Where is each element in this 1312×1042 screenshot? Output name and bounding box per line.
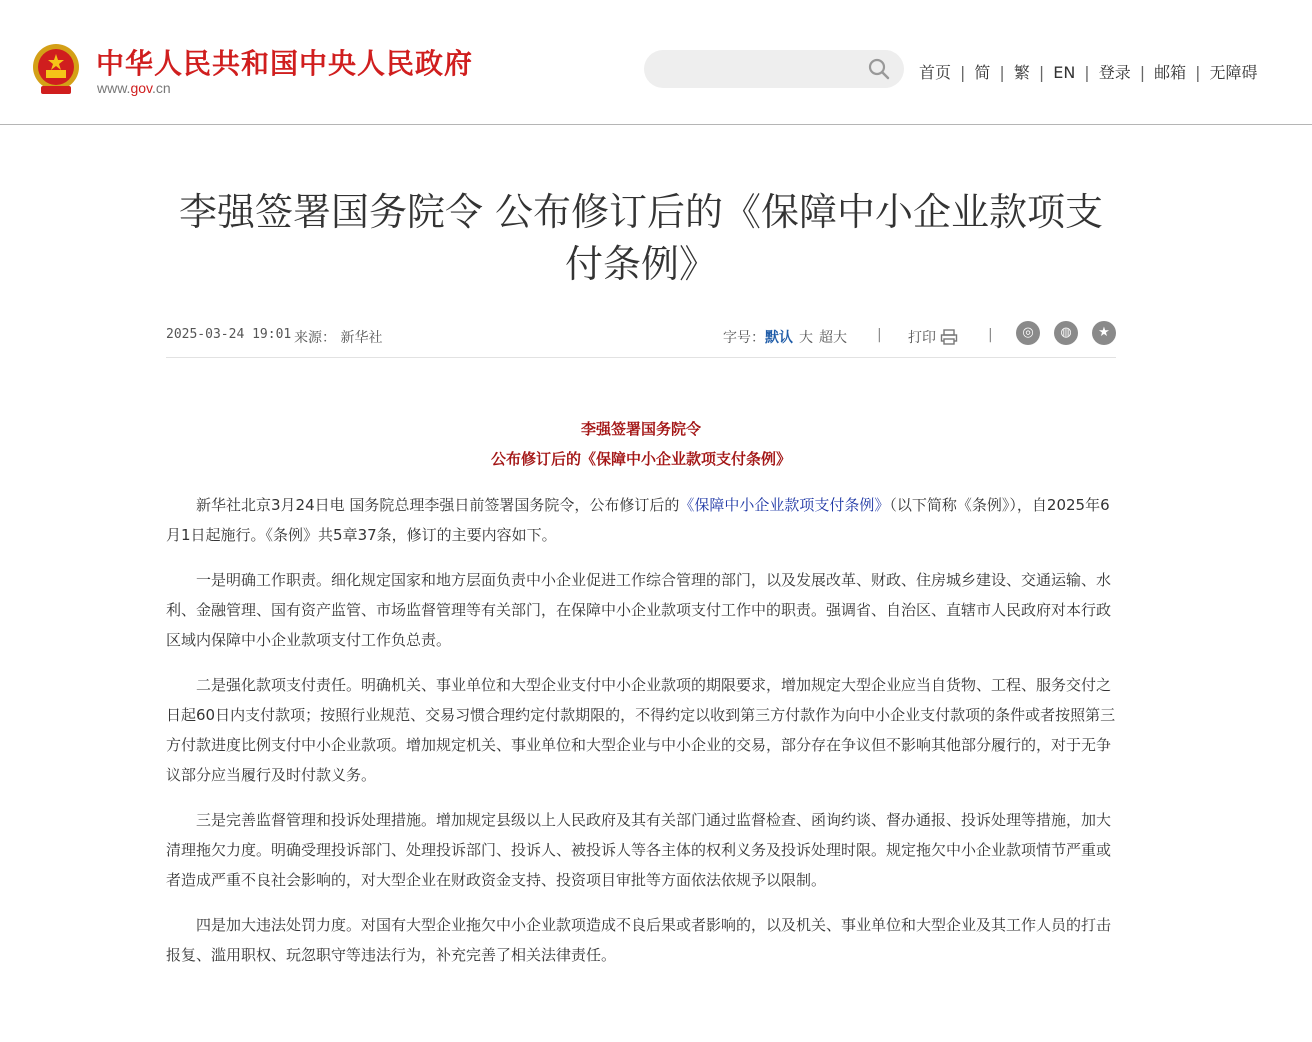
source-name: 新华社 — [340, 330, 383, 346]
meta-separator: | — [988, 327, 993, 343]
paragraph-4: 三是完善监督管理和投诉处理措施。增加规定县级以上人民政府及其有关部门通过监督检查、函询约谈、督办通报、投诉处理等措施，加大清理拖欠力度。明确受理投诉部门、处理投诉部门、投诉人、被投诉人等各主体的权利义务及投诉处理时限。规定拖欠中小企业款项情节严重或者造成严重不良社会影响的，对大型企业在财政资金支持、投资项目审批等方面依法依规予以限制。 — [166, 811, 1112, 889]
site-url-suffix: .cn — [152, 80, 171, 96]
nav-mail[interactable]: 邮箱 — [1154, 63, 1187, 82]
site-url-prefix: www. — [97, 80, 131, 96]
paragraph-1-before: 新华社北京3月24日电 国务院总理李强日前签署国务院令，公布修订后的 — [196, 496, 680, 514]
national-emblem-icon[interactable] — [31, 42, 81, 98]
paragraph-5: 四是加大违法处罚力度。对国有大型企业拖欠中小企业款项造成不良后果或者影响的，以及机关、事业单位和大型企业及其工作人员的打击报复、滥用职权、玩忽职守等违法行为，补充完善了相关法律责任。 — [166, 916, 1112, 964]
regulation-link[interactable]: 《保障中小企业款项支付条例》 — [679, 496, 890, 514]
printer-icon — [940, 328, 958, 346]
font-size-large[interactable]: 大 — [799, 330, 813, 346]
article-title: 李强签署国务院令 公布修订后的《保障中小企业款项支付条例》 — [178, 190, 1104, 286]
site-url[interactable] — [97, 80, 171, 96]
paragraph-1 — [166, 490, 1116, 550]
nav-separator: | — [1084, 63, 1090, 82]
site-name[interactable]: 中华人民共和国中央人民政府 — [96, 47, 474, 80]
nav-separator: | — [960, 63, 966, 82]
article-meta — [166, 318, 1116, 358]
site-header — [0, 0, 1312, 125]
paragraph-2: 一是明确工作职责。细化规定国家和地方层面负责中小企业促进工作综合管理的部门，以及发展改革、财政、住房城乡建设、交通运输、水利、金融管理、国有资产监管、市场监督管理等有关部门，在保障中小企业款项支付工作中的职责。强调省、自治区、直辖市人民政府对本行政区域内保障中小企业款项支付工作负总责。 — [166, 571, 1112, 649]
font-size-default[interactable]: 默认 — [765, 330, 793, 346]
nav-simplified[interactable]: 简 — [974, 63, 991, 82]
site-url-gov: gov — [130, 80, 152, 96]
article-body — [166, 414, 1116, 970]
font-size-selector — [723, 327, 847, 347]
weibo-icon[interactable]: ◎ — [1016, 321, 1040, 345]
print-button[interactable] — [908, 327, 958, 347]
nav-accessibility[interactable]: 无障碍 — [1209, 63, 1258, 82]
nav-separator: | — [999, 63, 1005, 82]
article-source — [294, 327, 382, 347]
nav-login[interactable]: 登录 — [1098, 63, 1131, 82]
font-size-label: 字号： — [723, 330, 765, 346]
nav-separator: | — [1139, 63, 1146, 82]
nav-home[interactable]: 首页 — [919, 63, 952, 82]
favorite-icon[interactable]: ★ — [1092, 321, 1116, 345]
search-icon[interactable] — [868, 58, 890, 80]
paragraph-3: 二是强化款项支付责任。明确机关、事业单位和大型企业支付中小企业款项的期限要求，增加规定大型企业应当自货物、工程、服务交付之日起60日内支付款项；按照行业规范、交易习惯合理约定付款期限的，不得约定以收到第三方付款作为向中小企业支付款项的条件或者按照第三方付款进度比例支付中小企业款项。增加规定机关、事业单位和大型企业与中小企业的交易，部分存在争议但不影响其他部分履行的，对于无争议部分应当履行及时付款义务。 — [166, 676, 1116, 784]
wechat-icon[interactable]: ◍ — [1054, 321, 1078, 345]
source-label: 来源： — [294, 330, 336, 346]
nav-separator: | — [1038, 63, 1045, 82]
nav-traditional[interactable]: 繁 — [1013, 63, 1030, 82]
search-box[interactable] — [644, 50, 904, 88]
top-nav — [919, 60, 1258, 83]
meta-separator: | — [877, 327, 882, 343]
publish-date: 2025-03-24 19:01 — [166, 327, 292, 342]
print-label: 打印 — [908, 330, 936, 346]
font-size-xlarge[interactable]: 超大 — [819, 330, 847, 346]
nav-separator: | — [1195, 63, 1201, 82]
article-subtitle-2: 公布修订后的《保障中小企业款项支付条例》 — [490, 450, 791, 468]
paragraph-1-after: （以下简称《条例》），自2025年6月1日起施行。《条例》共5章37条，修订的主要内容如下。 — [166, 496, 1110, 544]
nav-english[interactable]: EN — [1053, 63, 1076, 82]
article-subtitle-1: 李强签署国务院令 — [580, 420, 701, 438]
